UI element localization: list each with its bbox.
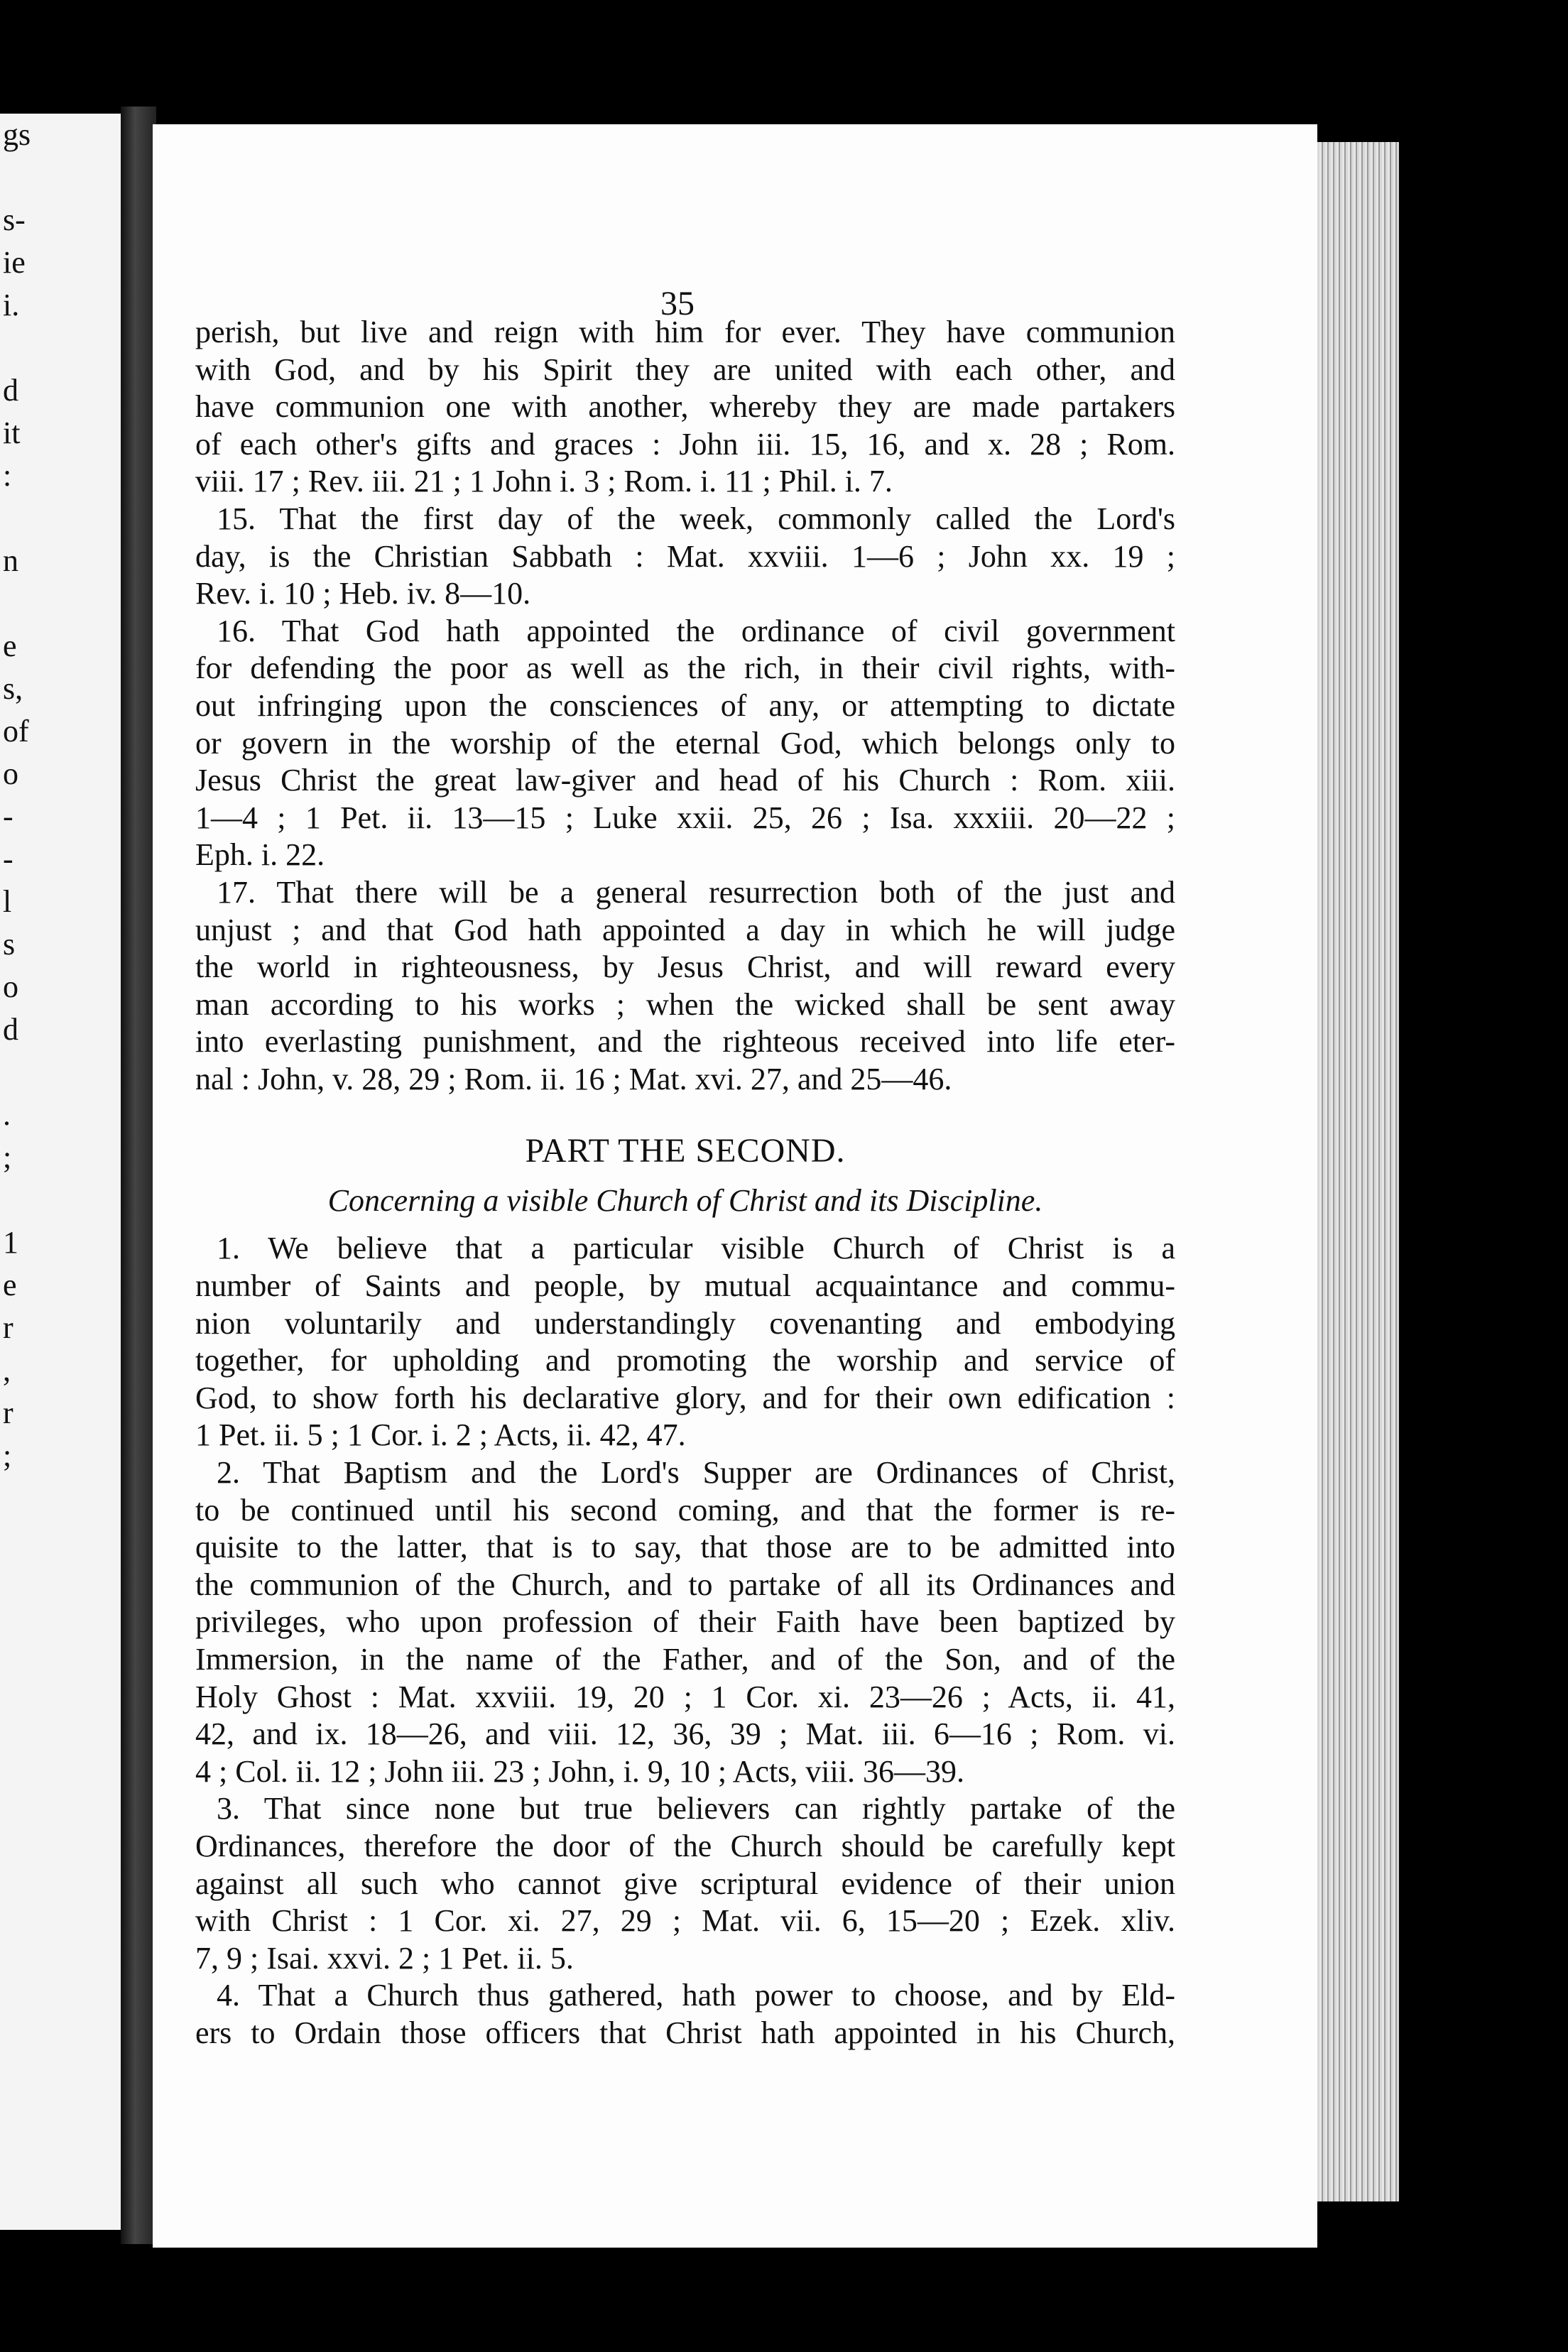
text-line: perish, but live and reign with him for ever. They have communion	[195, 315, 1175, 349]
text-line: with God, and by his Spirit they are united with each other, and	[195, 352, 1175, 387]
text-line: 1. We believe that a particular visible Church of Christ is a	[217, 1231, 1175, 1266]
text-line: out infringing upon the consciences of any, or attempting to dictate	[195, 687, 1175, 723]
facing-page-fragment: -	[3, 799, 13, 834]
facing-page-fragment	[3, 156, 116, 199]
article-text-part-two	[195, 1230, 1175, 2052]
facing-page-fragment: s,	[3, 671, 23, 706]
text-line: day, is the Christian Sabbath : Mat. xxviii. 1—6 ; John xx. 19 ;	[195, 538, 1175, 574]
facing-page-fragment: l	[3, 884, 12, 919]
text-line: of each other's gifts and graces : John iii. 15, 16, and x. 28 ; Rom.	[195, 426, 1175, 462]
text-line: or govern in the worship of the eternal God, which belongs only to	[195, 725, 1175, 761]
book-gutter	[121, 107, 156, 2244]
facing-page-fragment	[3, 1051, 116, 1094]
text-line: 1—4 ; 1 Pet. ii. 13—15 ; Luke xxii. 25, 26 ; Isa. xxxiii. 20—22 ;	[195, 800, 1175, 835]
facing-page-fragment: r	[3, 1310, 13, 1345]
facing-page-fragment	[3, 497, 116, 540]
text-line: together, for upholding and promoting the worship and service of	[195, 1343, 1175, 1378]
facing-page-fragment: ;	[3, 1438, 12, 1473]
text-line: 7, 9 ; Isai. xxvi. 2 ; 1 Pet. ii. 5.	[195, 1940, 574, 1976]
facing-page-fragment: it	[3, 415, 21, 450]
text-line: nal : John, v. 28, 29 ; Rom. ii. 16 ; Mat. xvi. 27, and 25—46.	[195, 1061, 952, 1096]
text-line: Immersion, in the name of the Father, and of the Son, and of the	[195, 1642, 1175, 1677]
text-line: the communion of the Church, and to partake of all its Ordinances and	[195, 1567, 1175, 1602]
facing-page-fragment	[3, 327, 116, 369]
facing-page-fragment: -	[3, 842, 13, 876]
facing-page-fragment	[3, 1179, 116, 1221]
facing-page-fragments	[3, 114, 116, 1477]
text-line: Ordinances, therefore the door of the Church should be carefully kept	[195, 1828, 1175, 1863]
text-line: 17. That there will be a general resurrection both of the just and	[217, 874, 1175, 910]
text-line: Rev. i. 10 ; Heb. iv. 8—10.	[195, 576, 531, 611]
facing-page-fragment: e	[3, 628, 17, 663]
text-line: have communion one with another, whereby they are made partakers	[195, 389, 1175, 425]
top-spacer	[195, 277, 1175, 314]
text-line: with Christ : 1 Cor. xi. 27, 29 ; Mat. vii. 6, 15—20 ; Ezek. xliv.	[195, 1903, 1175, 1939]
part-heading: PART THE SECOND.	[525, 1132, 846, 1170]
text-line: privileges, who upon profession of their Faith have been baptized by	[195, 1604, 1175, 1640]
text-line: 15. That the first day of the week, commonly called the Lord's	[217, 501, 1175, 536]
text-line: quisite to the latter, that is to say, that those are to be admitted into	[195, 1530, 1175, 1565]
facing-page-fragment: e	[3, 1268, 17, 1302]
facing-page-fragment: ie	[3, 245, 26, 280]
text-line: Holy Ghost : Mat. xxviii. 19, 20 ; 1 Cor. xi. 23—26 ; Acts, ii. 41,	[195, 1679, 1175, 1714]
text-line: number of Saints and people, by mutual acquaintance and commu-	[195, 1268, 1175, 1304]
page-number: 35	[660, 285, 695, 322]
facing-page-fragment: s	[3, 927, 16, 962]
text-line: viii. 17 ; Rev. iii. 21 ; 1 John i. 3 ; Rom. i. 11 ; Phil. i. 7.	[195, 464, 893, 499]
text-line: for defending the poor as well as the rich, in their civil rights, with-	[195, 650, 1175, 686]
text-line: to be continued until his second coming, and that the former is re-	[195, 1492, 1175, 1528]
facing-page-fragment: o	[3, 756, 18, 791]
text-line: into everlasting punishment, and the righteous received into life eter-	[195, 1024, 1175, 1060]
facing-page-fragment: r	[3, 1395, 13, 1430]
text-line: 1 Pet. ii. 5 ; 1 Cor. i. 2 ; Acts, ii. 42, 47.	[195, 1417, 686, 1453]
part-subheading: Concerning a visible Church of Christ and its Discipline.	[327, 1183, 1043, 1219]
text-line: man according to his works ; when the wicked shall be sent away	[195, 986, 1175, 1022]
text-line: Jesus Christ the great law-giver and head of his Church : Rom. xiii.	[195, 763, 1175, 798]
text-line: 4. That a Church thus gathered, hath power to choose, and by Eld-	[217, 1978, 1175, 2013]
text-line: unjust ; and that God hath appointed a day in which he will judge	[195, 912, 1175, 947]
article-text-part-one	[195, 314, 1175, 1098]
facing-page-fragment: .	[3, 1097, 11, 1132]
text-line: 3. That since none but true believers can rightly partake of the	[217, 1791, 1175, 1826]
page-body	[195, 277, 1175, 2052]
facing-page-fragment: of	[3, 714, 29, 748]
text-line: 4 ; Col. ii. 12 ; John iii. 23 ; John, i. 9, 10 ; Acts, viii. 36—39.	[195, 1753, 964, 1789]
text-line: the world in righteousness, by Jesus Christ, and will reward every	[195, 949, 1175, 985]
text-line: 2. That Baptism and the Lord's Supper are Ordinances of Christ,	[217, 1455, 1175, 1491]
facing-page-fragment: gs	[3, 117, 31, 152]
facing-page-fragment: s-	[3, 202, 26, 237]
facing-page-fragment: d	[3, 1012, 18, 1047]
text-line: 42, and ix. 18—26, and viii. 12, 36, 39 ; Mat. iii. 6—16 ; Rom. vi.	[195, 1716, 1175, 1752]
text-line: ers to Ordain those officers that Christ hath appointed in his Church,	[195, 2015, 1175, 2050]
text-line: nion voluntarily and understandingly covenanting and embodying	[195, 1305, 1175, 1341]
text-line: against all such who cannot give scriptural evidence of their union	[195, 1866, 1175, 1901]
facing-page-fragment: i.	[3, 288, 20, 322]
facing-page-fragment: d	[3, 373, 18, 408]
facing-page-fragment: o	[3, 969, 18, 1004]
text-line: Eph. i. 22.	[195, 837, 325, 873]
text-line: God, to show forth his declarative glory, and for their own edification :	[195, 1380, 1175, 1415]
facing-page-fragment	[3, 582, 116, 625]
facing-page-fragment: 1	[3, 1225, 18, 1260]
facing-page-fragment: ,	[3, 1353, 11, 1388]
facing-page-fragment: ;	[3, 1140, 12, 1175]
facing-page-edge	[0, 114, 125, 2230]
facing-page-fragment: :	[3, 458, 12, 493]
text-line: 16. That God hath appointed the ordinance of civil government	[217, 613, 1175, 648]
facing-page-fragment: n	[3, 543, 18, 578]
